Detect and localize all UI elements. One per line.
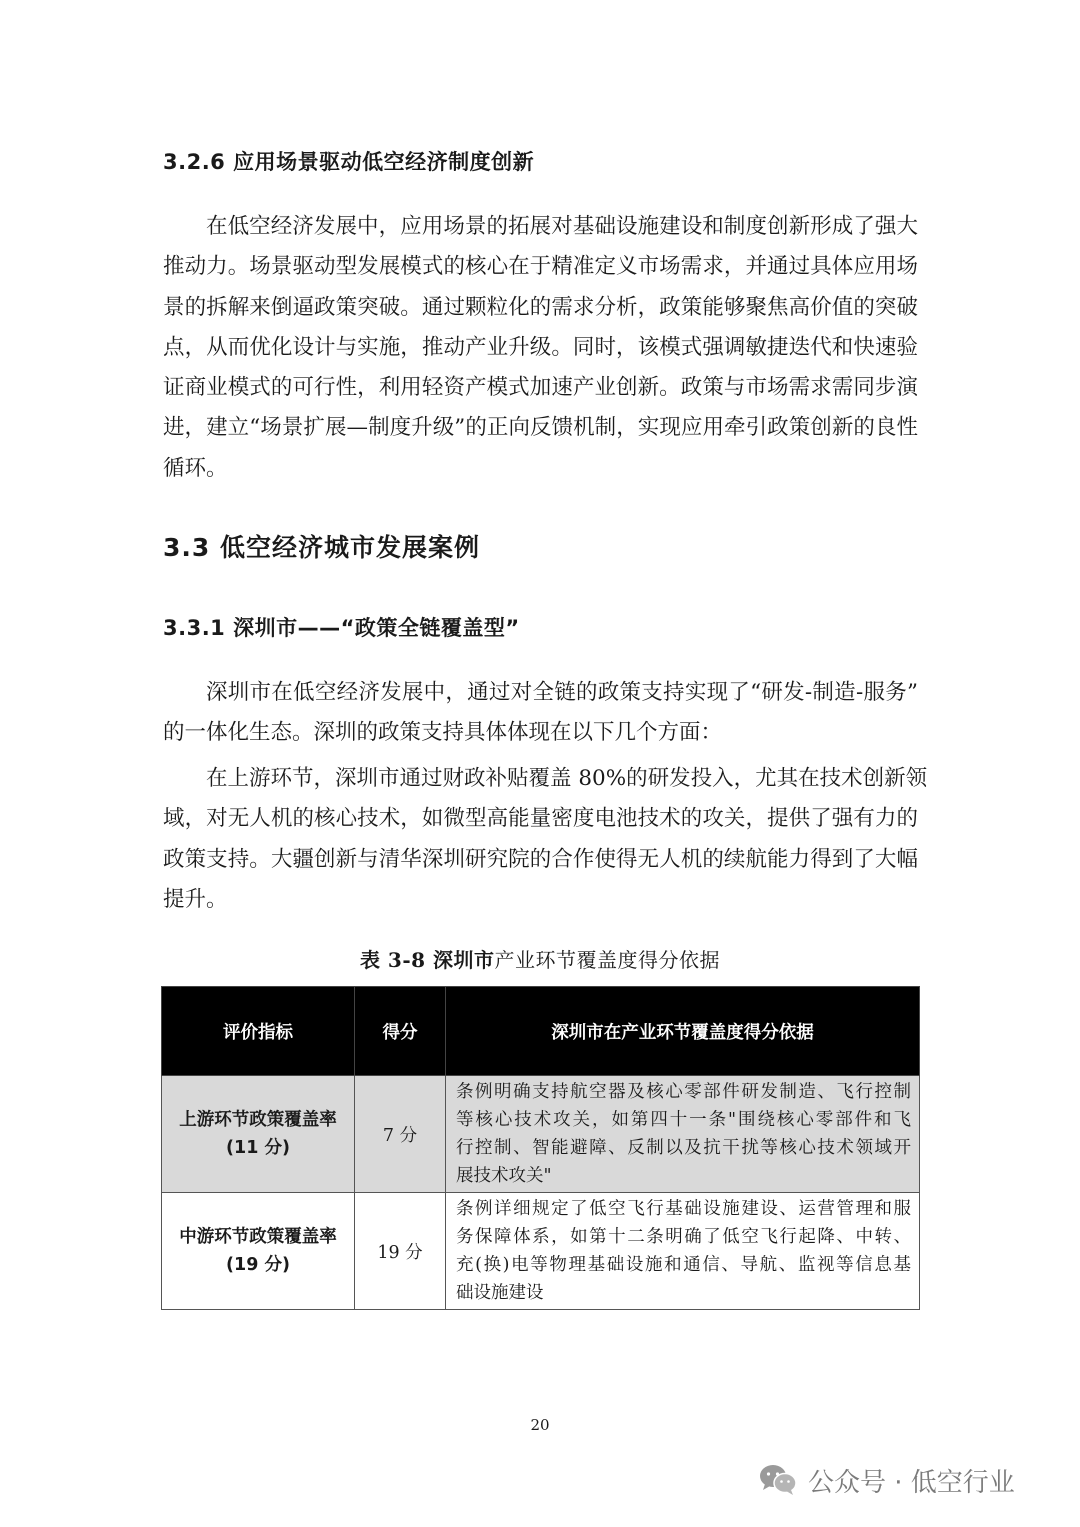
paragraph-line: 推动力。场景驱动型发展模式的核心在于精准定义市场需求，并通过具体应用场 xyxy=(163,254,918,280)
subsection-title-3-3-1: 3.3.1 深圳市——“政策全链覆盖型” xyxy=(163,616,520,640)
table-caption xyxy=(0,944,1080,973)
paragraph-line: 提升。 xyxy=(163,886,228,912)
paragraph-line: 景的拆解来倒逼政策突破。通过颗粒化的需求分析，政策能够聚焦高价值的突破 xyxy=(163,294,918,320)
basis-line: 等核心技术攻关，如第四十一条"围绕核心零部件和飞 xyxy=(456,1110,911,1130)
paragraph-3-3-1-intro xyxy=(163,673,918,754)
basis-line: 行控制、智能避障、反制以及抗干扰等核心技术领域开 xyxy=(456,1138,911,1158)
paragraph-3-3-1-upstream xyxy=(163,759,928,920)
coverage-score-table xyxy=(161,986,920,1310)
basis-line: 条例明确支持航空器及核心零部件研发制造、飞行控制 xyxy=(456,1082,911,1102)
table-caption-text: 产业环节覆盖度得分依据 xyxy=(494,948,721,972)
metric-name: 中游环节政策覆盖率 xyxy=(179,1227,337,1247)
score-cell: 19 分 xyxy=(355,1193,446,1310)
metric-max-score: (19 分) xyxy=(226,1255,290,1275)
table-row xyxy=(162,1193,920,1310)
metric-cell xyxy=(162,1193,355,1310)
basis-cell xyxy=(446,1193,920,1310)
basis-line: 充(换)电等物理基础设施和通信、导航、监视等信息基 xyxy=(456,1255,911,1275)
table-caption-label: 表 3-8 深圳市 xyxy=(359,948,495,972)
table-header-row xyxy=(162,987,920,1076)
table-row xyxy=(162,1076,920,1193)
metric-cell xyxy=(162,1076,355,1193)
paragraph-3-2-6 xyxy=(163,207,918,489)
paragraph-line: 政策支持。大疆创新与清华深圳研究院的合作使得无人机的续航能力得到了大幅 xyxy=(163,846,918,872)
wechat-icon xyxy=(758,1463,798,1497)
basis-cell xyxy=(446,1076,920,1193)
paragraph-line: 深圳市在低空经济发展中，通过对全链的政策支持实现了“研发-制造-服务” xyxy=(206,680,918,705)
watermark-text: 公众号 · 低空行业 xyxy=(808,1467,1015,1498)
paragraph-line: 在上游环节，深圳市通过财政补贴覆盖 80%的研发投入，尤其在技术创新领 xyxy=(206,766,928,791)
paragraph-line: 证商业模式的可行性，利用轻资产模式加速产业创新。政策与市场需求需同步演 xyxy=(163,375,918,401)
paragraph-line: 域，对无人机的核心技术，如微型高能量密度电池技术的攻关，提供了强有力的 xyxy=(163,806,918,832)
paragraph-line: 的一体化生态。深圳的政策支持具体体现在以下几个方面： xyxy=(163,720,723,746)
column-header-score: 得分 xyxy=(355,987,446,1076)
metric-name: 上游环节政策覆盖率 xyxy=(179,1110,337,1130)
paragraph-line: 点，从而优化设计与实施，推动产业升级。同时，该模式强调敏捷迭代和快速验 xyxy=(163,334,918,360)
column-header-basis: 深圳市在产业环节覆盖度得分依据 xyxy=(446,987,920,1076)
paragraph-line: 进，建立“场景扩展—制度升级”的正向反馈机制，实现应用牵引政策创新的良性 xyxy=(163,415,918,441)
column-header-metric: 评价指标 xyxy=(162,987,355,1076)
basis-line: 条例详细规定了低空飞行基础设施建设、运营管理和服 xyxy=(456,1199,911,1219)
metric-max-score: (11 分) xyxy=(226,1138,290,1158)
page-number: 20 xyxy=(530,1416,550,1434)
section-title-3-3: 3.3 低空经济城市发展案例 xyxy=(163,533,480,562)
paragraph-line: 循环。 xyxy=(163,455,228,481)
paragraph-line: 在低空经济发展中，应用场景的拓展对基础设施建设和制度创新形成了强大 xyxy=(206,214,918,239)
basis-line: 务保障体系，如第十二条明确了低空飞行起降、中转、 xyxy=(456,1227,911,1247)
basis-line: 础设施建设 xyxy=(456,1283,544,1303)
score-cell: 7 分 xyxy=(355,1076,446,1193)
wechat-watermark xyxy=(758,1458,1015,1502)
basis-line: 展技术攻关" xyxy=(456,1166,552,1186)
subsection-title-3-2-6: 3.2.6 应用场景驱动低空经济制度创新 xyxy=(163,150,535,174)
